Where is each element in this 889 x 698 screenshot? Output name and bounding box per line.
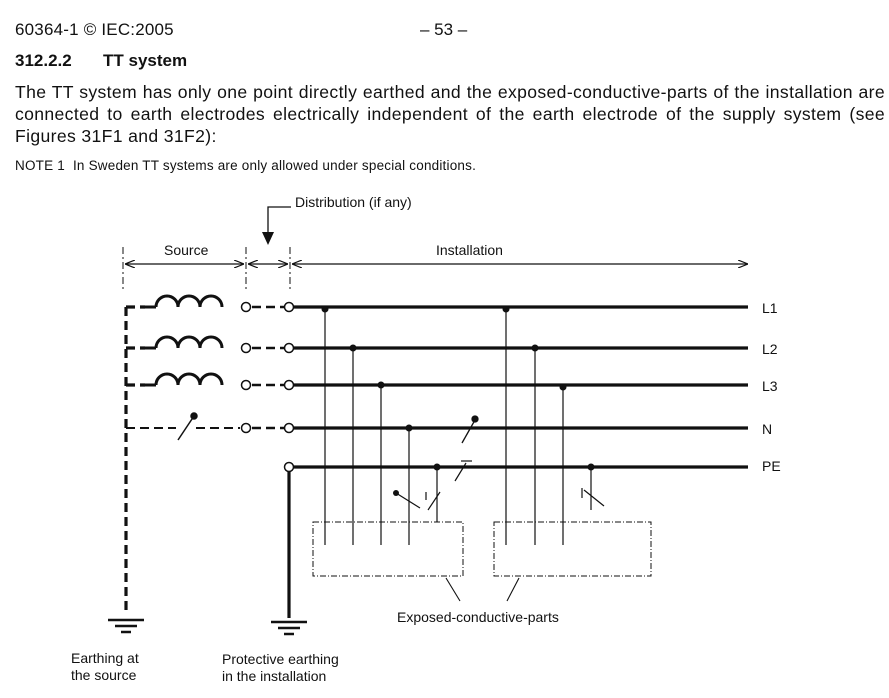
distribution-label: Distribution (if any) [295,194,412,210]
equipment-2-junctions [503,306,595,471]
earthing-source-line-1: Earthing at [71,650,139,666]
terminals [242,303,294,472]
page-number: – 53 – [420,20,468,39]
earthing-source-line-2: the source [71,667,137,683]
conductor-label-n: N [762,421,773,437]
section-number: 312.2.2 [15,51,72,70]
source-windings [145,296,222,385]
distribution-indicator [262,194,412,245]
conductor-label-l2: L2 [762,341,778,357]
conductor-label-pe: PE [762,458,781,474]
conductor-label-l1: L1 [762,300,778,316]
enclosure-2 [494,522,651,576]
source-earth-symbol [108,620,144,632]
installation-label: Installation [436,242,503,258]
section-title: TT system [103,51,188,70]
note-tag: NOTE 1 [15,158,65,173]
earthing-installation-line-2: in the installation [222,668,327,684]
source-label: Source [164,242,209,258]
document-standard-id: 60364-1 © IEC:2005 [15,20,174,39]
installation-earth-symbol [271,622,307,634]
exposed-parts-enclosures [313,522,651,576]
source-neutral-switch [178,413,197,440]
distribution-leader [268,207,291,236]
distribution-links [252,307,284,428]
distribution-arrowhead [262,232,274,245]
installation-conductors [294,307,748,467]
conductor-label-l3: L3 [762,378,778,394]
body-paragraph: The TT system has only one point directly earthed and the exposed-conductive-parts of the installation are connected to earth electrodes electrically independent of the earth electrode of the supply system (see Figures 31F1 and 31F2): [15,82,885,146]
enclosure-1 [313,522,463,576]
earthing-installation-line-1: Protective earthing [222,651,339,667]
exposed-parts-leaders [446,578,519,601]
note-text: In Sweden TT systems are only allowed under special conditions. [72,158,477,173]
source-earth-bus [126,307,240,612]
exposed-parts-label: Exposed-conductive-parts [397,609,559,625]
